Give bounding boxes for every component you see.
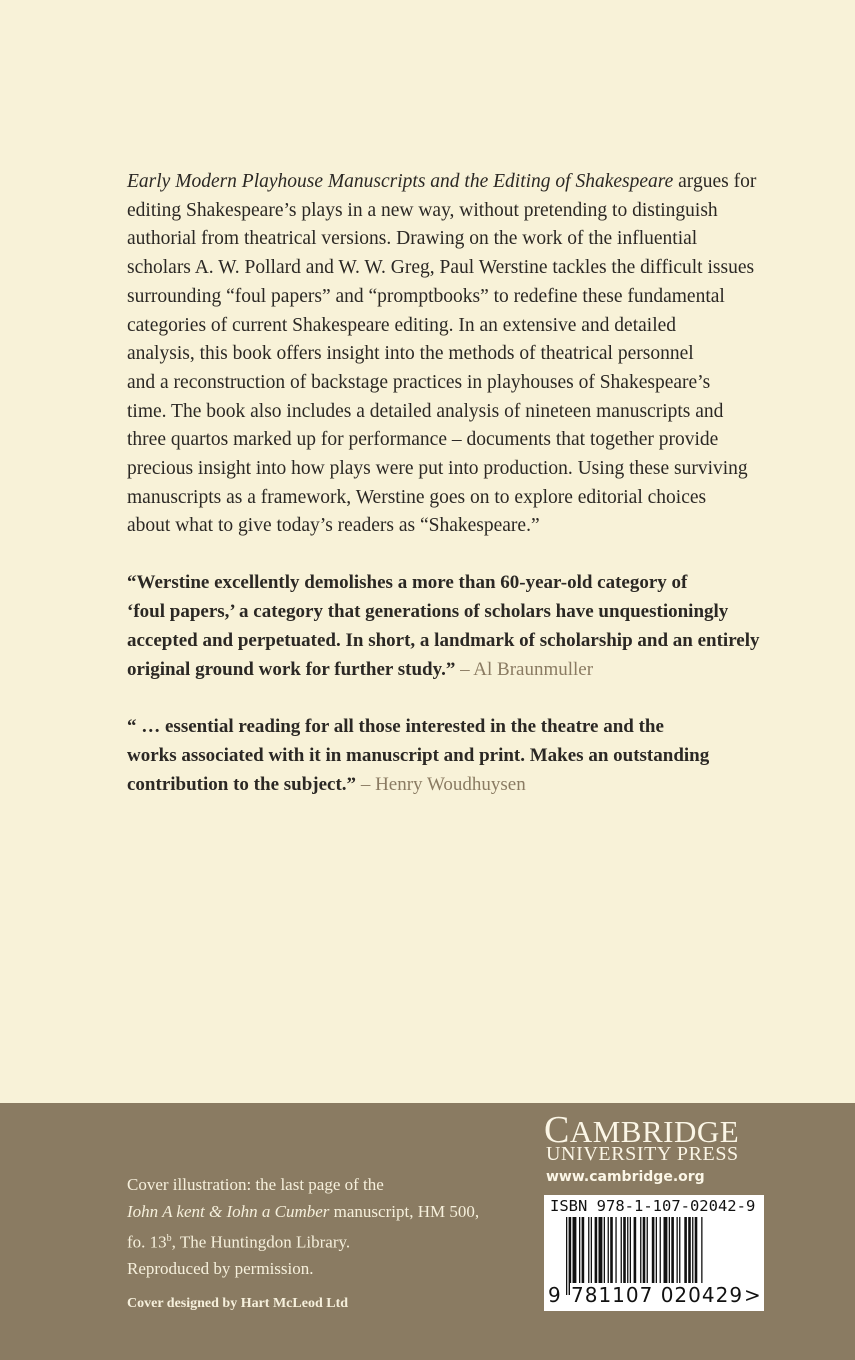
quote-attribution: – Al Braunmuller xyxy=(455,659,594,680)
publisher-logo-subtitle: UNIVERSITY PRESS xyxy=(546,1143,739,1165)
quote-attribution: – Henry Woudhuysen xyxy=(356,774,526,795)
book-title: Early Modern Playhouse Manuscripts and the Editing of Shakespeare xyxy=(127,171,674,192)
isbn-barcode: ISBN 978-1-107-02042-9 9 781107 020429 > xyxy=(544,1195,764,1311)
review-quote: “Werstine excellently demolishes a more than 60-year-old category of ‘foul papers,’ a category that generations of scholars have unquestioningly accepted and perpetuated. In short, a landmark of scholarship and an entirely original ground work for further study.” – Al Braunmuller xyxy=(127,572,760,680)
cover-credit: Cover illustration: the last page of the Iohn A kent & Iohn a Cumber manuscript, HM 500, fo. 13$^b$, The Huntingdon Library. Reproduced by permission. xyxy=(127,1175,480,1279)
barcode-bar xyxy=(566,1217,567,1295)
cover-designer: Cover designed by Hart McLeod Ltd xyxy=(127,1296,349,1311)
publisher-url: www.cambridge.org xyxy=(546,1169,705,1185)
review-quote: “ … essential reading for all those interested in the theatre and the works associated with it in manuscript and print. Makes an outstanding contribution to the subject.” – Henry Woudhuysen xyxy=(127,716,710,795)
isbn-label: ISBN 978-1-107-02042-9 xyxy=(550,1197,756,1215)
publisher-logo: CAMBRIDGE xyxy=(544,1109,740,1151)
book-description: Early Modern Playhouse Manuscripts and the Editing of Shakespeare argues for editing Shakespeare’s plays in a new way, without pretending to distinguish authorial from theatrical versions. Drawing on the work of the influential scholars A. W. Pollard and W. W. Greg, Paul Werstine tackles the difficult issues surrounding “foul papers” and “promptbooks” to redefine these fundamental categories of current Shakespeare editing. In an extensive and detailed analysis, this book offers insight into the methods of theatrical personnel and a reconstruction of backstage practices in playhouses of Shakespeare’s time. The book also includes a detailed analysis of nineteen manuscripts and three quartos marked up for performance – documents that together provide precious insight into how plays were put into production. Using these surviving manuscripts as a framework, Werstine goes on to explore editorial choices about what to give today’s readers as “Shakespeare.” xyxy=(127,171,757,537)
